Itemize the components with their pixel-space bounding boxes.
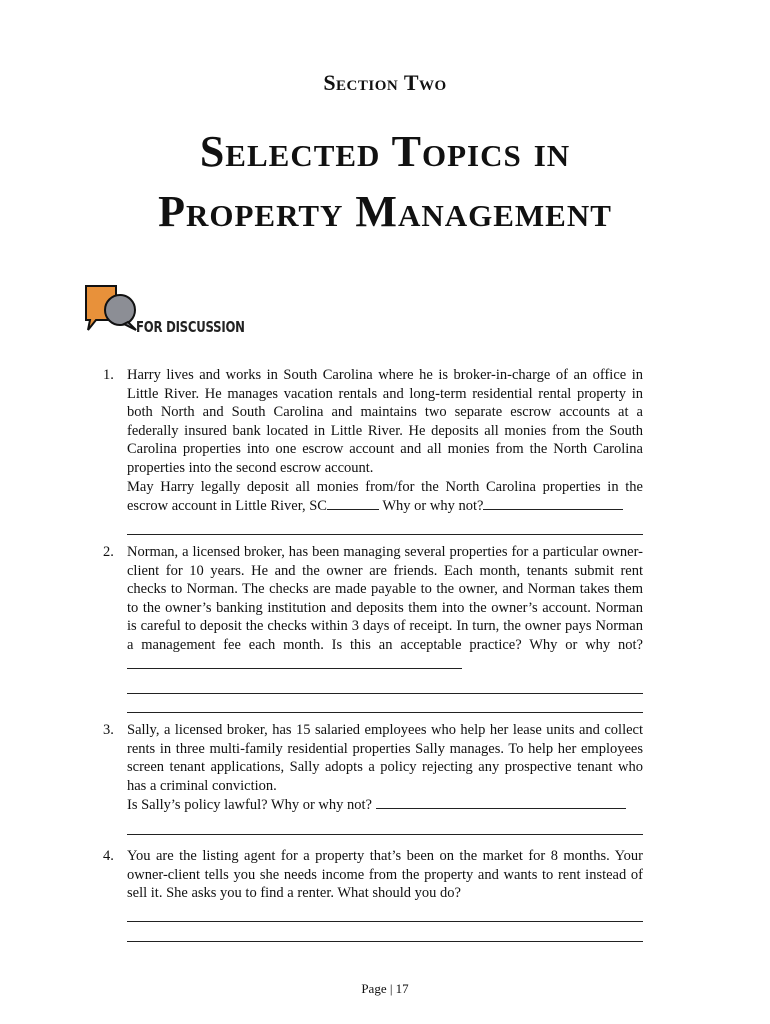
answer-line[interactable]: [127, 694, 643, 714]
question-text: You are the listing agent for a property that’s been on the market for 8 months. Your owner-client tells you she needs income from the property and wants to rent instead of sell it. She asks you to find a renter. What should you do?: [127, 848, 643, 902]
question-prompt: Is Sally’s policy lawful? Why or why not?: [127, 797, 372, 814]
question-4: [103, 847, 643, 942]
for-discussion-label: FOR DISCUSSION: [136, 318, 245, 336]
question-prompt-why: Why or why not?: [378, 498, 484, 515]
answer-blank[interactable]: [376, 795, 626, 809]
page-title-line-1: Selected Topics in: [199, 127, 571, 176]
question-number: 1.: [103, 367, 114, 383]
answer-blank[interactable]: [483, 496, 623, 510]
answer-line[interactable]: [127, 922, 643, 942]
answer-line[interactable]: [127, 903, 643, 923]
question-text: Norman, a licensed broker, has been managing several properties for a particular owner-client for 10 years. He and the owner are friends. Each month, tenants submit rent checks to Norman. The checks are made payable to the owner, and Norman takes them to the owner’s banking institution and deposits them into the owner’s account. Norman is careful to deposit the checks within 3 days of receipt. In turn, the owner pays Norman a management fee each month. Is this an acceptable practice? Why or why not?: [127, 544, 643, 653]
question-number: 4.: [103, 848, 114, 864]
answer-blank[interactable]: [327, 496, 379, 510]
question-text: Harry lives and works in South Carolina where he is broker-in-charge of an office in Little River. He manages vacation rentals and long-term residential rental property in both North and South Carolina and maintains two separate escrow accounts at a federally insured bank located in Little River. He deposits all monies from the South Carolina properties into one escrow account and all monies from the North Carolina properties into the second escrow account.: [127, 367, 643, 476]
question-number: 3.: [103, 722, 114, 738]
for-discussion-heading: [84, 284, 304, 336]
answer-line[interactable]: [127, 674, 643, 694]
question-number: 2.: [103, 544, 114, 560]
question-3: [103, 721, 643, 835]
page-number: Page | 17: [361, 981, 409, 996]
answer-line[interactable]: [127, 516, 643, 536]
question-text: Sally, a licensed broker, has 15 salaried employees who help her lease units and collect rents in three multi-family residential properties Sally manages. To help her employees screen tenant applications, Sally adopts a policy rejecting any prospective tenant who has a criminal conviction.: [127, 722, 643, 794]
page-title-line-2: Property Management: [158, 187, 612, 236]
question-2: [103, 543, 643, 713]
question-prompt: May Harry legally deposit all monies from/for the North Carolina properties in the escrow account in Little River, SC: [127, 478, 643, 515]
question-1: [103, 366, 643, 535]
answer-blank[interactable]: [127, 655, 462, 669]
section-label: Section Two: [323, 70, 447, 95]
speech-bubbles-icon: [84, 284, 144, 336]
answer-line[interactable]: [127, 815, 643, 835]
